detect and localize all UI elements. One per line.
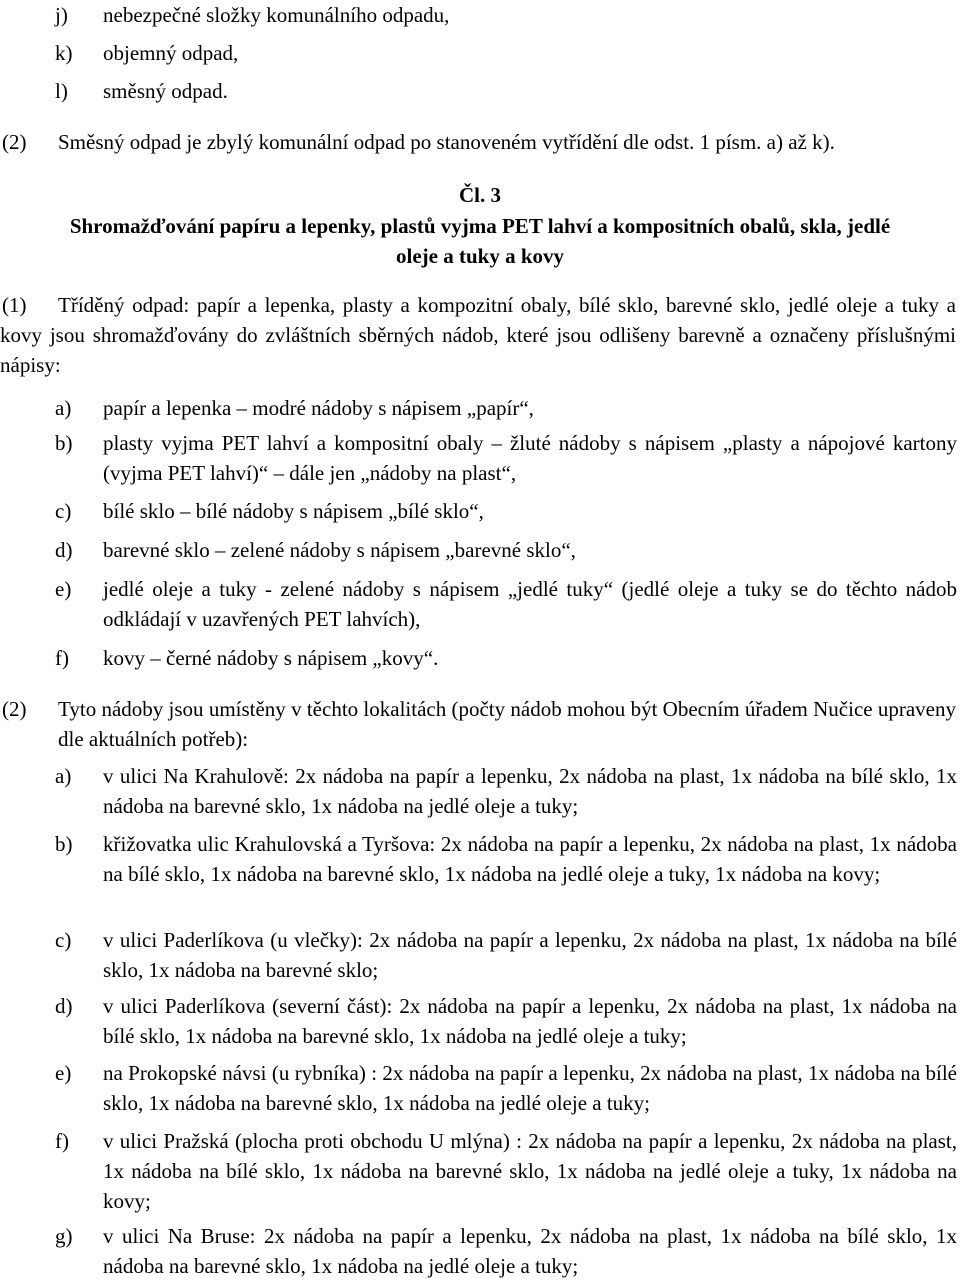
- list-text: v ulici Na Bruse: 2x nádoba na papír a lepenku, 2x nádoba na plast, 1x nádoba na bílé sklo, 1x nádoba na barevné sklo, 1x nádoba na jedlé oleje a tuky;: [103, 1224, 957, 1278]
- list-text: kovy – černé nádoby s nápisem „kovy“.: [103, 646, 439, 670]
- list-label: c): [55, 499, 72, 523]
- list-text: křižovatka ulic Krahulovská a Tyršova: 2x nádoba na papír a lepenku, 2x nádoba na plast, 1x nádoba na bílé sklo, 1x nádoba na barevné sklo, 1x nádoba na jedlé oleje a tuky, 1x nádoba na kovy;: [103, 832, 957, 886]
- paragraph-text: Směsný odpad je zbylý komunální odpad po stanoveném vytřídění dle odst. 1 písm. a) až k).: [58, 130, 835, 154]
- list-text: bílé sklo – bílé nádoby s nápisem „bílé sklo“,: [103, 499, 484, 523]
- list-label: e): [55, 1061, 72, 1085]
- list-label: d): [55, 538, 73, 562]
- list-label: a): [55, 764, 72, 788]
- list-label: g): [55, 1224, 73, 1248]
- list-label: d): [55, 994, 73, 1018]
- list-text: barevné sklo – zelené nádoby s nápisem „barevné sklo“,: [103, 538, 576, 562]
- list-label: f): [55, 1129, 69, 1153]
- list-label: j): [55, 3, 68, 27]
- list-text: objemný odpad,: [103, 41, 239, 65]
- list-label: k): [55, 41, 73, 65]
- list-label: c): [55, 928, 72, 952]
- list-text: plasty vyjma PET lahví a kompositní obaly – žluté nádoby s nápisem „plasty a nápojové kartony (vyjma PET lahví)“ – dále jen „nádoby na plast“,: [103, 431, 957, 485]
- list-text: v ulici Na Krahulově: 2x nádoba na papír a lepenku, 2x nádoba na plast, 1x nádoba na bílé sklo, 1x nádoba na barevné sklo, 1x nádoba na jedlé oleje a tuky;: [103, 764, 957, 818]
- list-text: směsný odpad.: [103, 79, 228, 103]
- list-label: l): [55, 79, 68, 103]
- list-label: b): [55, 832, 73, 856]
- list-text: v ulici Paderlíkova (u vlečky): 2x nádoba na papír a lepenku, 2x nádoba na plast, 1x nádoba na bílé sklo, 1x nádoba na barevné sklo;: [103, 928, 957, 982]
- list-label: b): [55, 431, 73, 455]
- paragraph-text: Tříděný odpad: papír a lepenka, plasty a kompozitní obaly, bílé sklo, barevné sklo, jedlé oleje a tuky a kovy jsou shromažďovány do zvláštních sběrných nádob, které jsou odlišeny barevně a označeny příslušnými nápisy:: [0, 293, 956, 377]
- paragraph-number: (2): [2, 130, 27, 154]
- list-text: nebezpečné složky komunálního odpadu,: [103, 3, 450, 27]
- paragraph-text: Tyto nádoby jsou umístěny v těchto lokalitách (počty nádob mohou být Obecním úřadem Nučice upraveny dle aktuálních potřeb):: [58, 697, 956, 751]
- list-text: na Prokopské návsi (u rybníka) : 2x nádoba na papír a lepenku, 2x nádoba na plast, 1x nádoba na bílé sklo, 1x nádoba na barevné sklo, 1x nádoba na jedlé oleje a tuky;: [103, 1061, 957, 1115]
- list-text: v ulici Pražská (plocha proti obchodu U mlýna) : 2x nádoba na papír a lepenku, 2x nádoba na plast, 1x nádoba na bílé sklo, 1x nádoba na barevné sklo, 1x nádoba na jedlé oleje a tuky, 1x nádoba na kovy;: [103, 1129, 957, 1213]
- list-text: jedlé oleje a tuky - zelené nádoby s nápisem „jedlé tuky“ (jedlé oleje a tuky se do těchto nádob odkládají v uzavřených PET lahvích),: [103, 577, 957, 631]
- list-label: e): [55, 577, 72, 601]
- list-label: f): [55, 646, 69, 670]
- list-text: papír a lepenka – modré nádoby s nápisem „papír“,: [103, 396, 534, 420]
- list-label: a): [55, 396, 72, 420]
- paragraph-number: (1): [2, 293, 27, 317]
- article-title-line-2: oleje a tuky a kovy: [396, 244, 564, 268]
- article-number: Čl. 3: [459, 183, 501, 207]
- paragraph-number: (2): [2, 697, 27, 721]
- list-text: v ulici Paderlíkova (severní část): 2x nádoba na papír a lepenku, 2x nádoba na plast, 1x nádoba na bílé sklo, 1x nádoba na barevné sklo, 1x nádoba na jedlé oleje a tuky;: [103, 994, 957, 1048]
- article-title-line-1: Shromažďování papíru a lepenky, plastů vyjma PET lahví a kompositních obalů, skla, jedlé: [69, 214, 891, 238]
